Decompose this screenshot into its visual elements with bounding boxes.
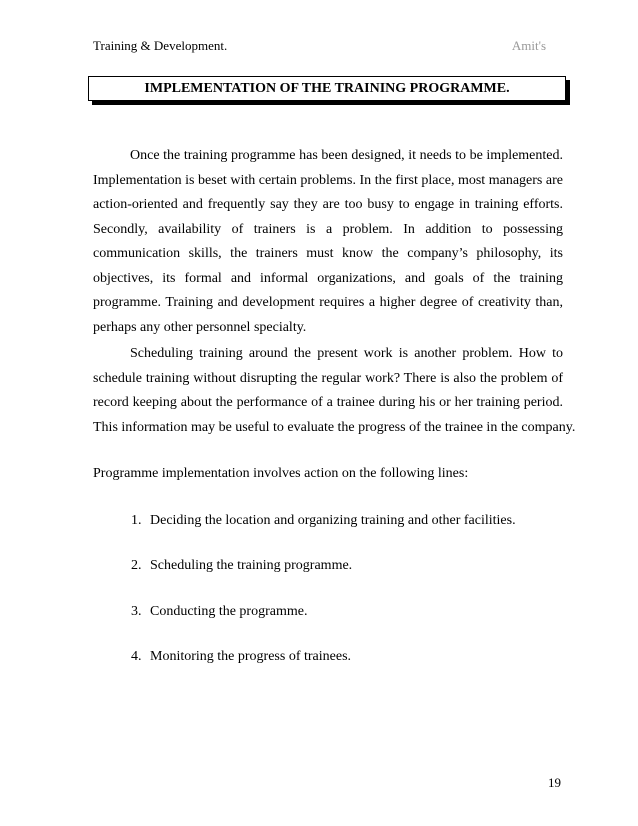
- list-item-number: 2.: [131, 558, 142, 573]
- list-item-number: 1.: [131, 513, 142, 528]
- paragraph-line: objectives, its formal and informal organizations, and goals of the training: [93, 270, 563, 286]
- list-item-number: 4.: [131, 649, 142, 664]
- paragraph-line: record keeping about the performance of a trainee during his or her training period.: [93, 395, 563, 410]
- paragraph-line: Secondly, availability of trainers is a problem. In addition to possessing: [93, 221, 563, 237]
- list-item-text: Conducting the programme.: [150, 604, 308, 619]
- paragraph-line: Programme implementation involves action on the following lines:: [93, 466, 469, 481]
- paragraph-list-intro: [93, 462, 563, 487]
- list-item: [131, 557, 352, 575]
- running-header-author: Amit's: [511, 38, 546, 53]
- section-title: IMPLEMENTATION OF THE TRAINING PROGRAMME.: [144, 81, 510, 96]
- paragraph-line: Once the training programme has been designed, it needs to be implemented.: [130, 148, 563, 163]
- paragraph-line: communication skills, the trainers must know the company’s philosophy, its: [93, 246, 563, 261]
- paragraph-line: Implementation is beset with certain problems. In the first place, most managers are: [93, 172, 563, 188]
- paragraph-line: programme. Training and development requires a higher degree of creativity than,: [93, 295, 563, 310]
- list-item-number: 3.: [131, 604, 142, 619]
- running-header-title: Training & Development.: [93, 38, 228, 53]
- paragraph-line: This information may be useful to evaluate the progress of the trainee in the company.: [93, 419, 576, 435]
- list-item-text: Monitoring the progress of trainees.: [150, 649, 352, 664]
- section-title-box: [88, 76, 566, 101]
- list-item-text: Scheduling the training programme.: [150, 558, 353, 573]
- paragraph-line: Scheduling training around the present work is another problem. How to: [130, 346, 563, 361]
- paragraph-line: action-oriented and frequently say they are too busy to engage in training efforts.: [93, 197, 563, 212]
- paragraph-scheduling: [93, 342, 576, 440]
- page-number: 19: [548, 775, 561, 790]
- list-item: [131, 603, 307, 621]
- list-item: [131, 512, 516, 530]
- list-item: [131, 648, 351, 666]
- paragraph-implementation-problems: [93, 144, 563, 340]
- list-item-text: Deciding the location and organizing training and other facilities.: [150, 513, 516, 528]
- paragraph-line: schedule training without disrupting the regular work? There is also the problem of: [93, 370, 563, 386]
- paragraph-line: perhaps any other personnel specialty.: [93, 319, 307, 335]
